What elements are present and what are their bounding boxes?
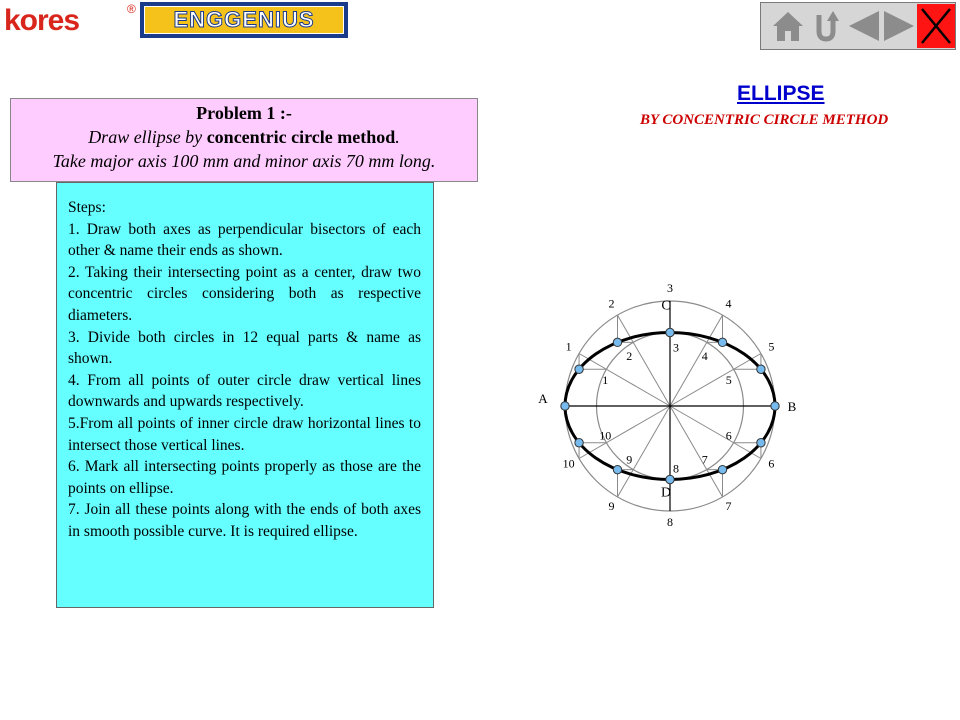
step-7: 7. Join all these points along with the ends of both axes in smooth possible curve. It is required ellipse. (68, 501, 421, 540)
ellipse-point-1 (575, 365, 583, 373)
problem-line-1-text: Draw ellipse by (88, 127, 207, 147)
step-4: 4. From all points of outer circle draw vertical lines downwards and upwards respectively. (68, 371, 421, 411)
axis-end-label-c: C (661, 298, 671, 314)
registered-mark: ® (127, 2, 136, 16)
inner-label-6: 6 (725, 428, 732, 443)
axis-end-label-a: A (538, 390, 548, 406)
inner-label-3: 3 (673, 340, 679, 355)
kores-logo: kores (4, 4, 80, 37)
inner-label-8: 8 (673, 461, 679, 476)
ellipse-point-2 (613, 338, 621, 346)
problem-method-name: concentric circle method (206, 127, 396, 147)
step-6: 6. Mark all intersecting points properly as those are the points on ellipse. (68, 458, 421, 497)
ellipse-point-4 (718, 338, 726, 346)
problem-heading: Problem 1 :- (196, 103, 292, 123)
ellipse-point-5 (757, 365, 765, 373)
division-line-5 (670, 354, 761, 407)
steps-heading: Steps: (68, 199, 106, 216)
step-5: 5.From all points of inner circle draw horizontal lines to intersect those vertical lines. (68, 414, 421, 454)
enggenius-logo-text: ENGGENIUS (144, 6, 344, 34)
problem-line-2: Take major axis 100 mm and minor axis 70 mm long. (52, 151, 436, 171)
outer-label-8: 8 (667, 514, 673, 529)
outer-label-3: 3 (667, 280, 673, 295)
outer-label-7: 7 (725, 499, 732, 514)
problem-line-1-end: . (395, 127, 400, 147)
ellipse-point-7 (757, 439, 765, 447)
step-2: 2. Taking their intersecting point as a center, draw two concentric circles considering both as respective diameters. (68, 263, 421, 324)
page-title: ELLIPSE (737, 82, 825, 105)
division-line-10 (618, 406, 671, 497)
division-line-1 (579, 354, 670, 407)
ellipse-point-11 (575, 439, 583, 447)
step-1: 1. Draw both axes as perpendicular bisectors of each other & name their ends as shown. (68, 220, 421, 260)
outer-label-9: 9 (608, 499, 615, 514)
outer-label-1: 1 (565, 339, 572, 354)
outer-label-10: 10 (562, 456, 575, 471)
inner-label-2: 2 (626, 349, 633, 364)
page-subtitle: BY CONCENTRIC CIRCLE METHOD (640, 112, 889, 128)
division-line-4 (670, 315, 723, 406)
axis-end-label-b: B (787, 398, 797, 414)
ellipse-point-10 (613, 465, 621, 473)
inner-label-5: 5 (725, 373, 732, 387)
division-line-7 (670, 406, 761, 459)
outer-label-4: 4 (725, 296, 732, 311)
division-line-11 (579, 406, 670, 459)
inner-label-1: 1 (602, 373, 609, 387)
outer-label-2: 2 (608, 296, 615, 311)
inner-label-9: 9 (626, 452, 633, 467)
ellipse-point-6 (771, 402, 779, 410)
division-line-8 (670, 406, 723, 497)
inner-label-10: 10 (599, 428, 612, 443)
inner-label-4: 4 (701, 349, 708, 364)
inner-label-7: 7 (701, 452, 708, 467)
axis-end-label-d: D (660, 485, 672, 501)
step-3: 3. Divide both circles in 12 equal parts & name as shown. (68, 328, 421, 368)
ellipse-point-9 (666, 475, 674, 483)
outer-label-6: 6 (768, 456, 775, 471)
ellipse-point-12 (561, 402, 569, 410)
ellipse-point-3 (666, 328, 674, 336)
ellipse-point-8 (718, 465, 726, 473)
outer-label-5: 5 (768, 339, 775, 354)
